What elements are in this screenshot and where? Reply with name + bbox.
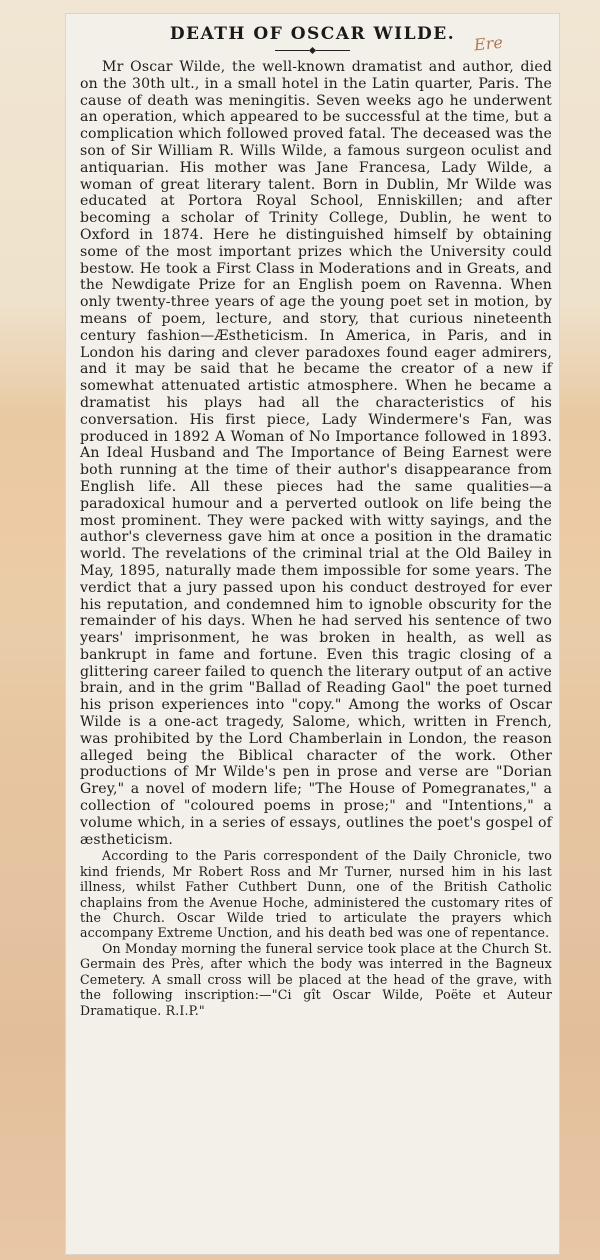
handwritten-annotation: Ere — [473, 32, 504, 55]
headline: DEATH OF OSCAR WILDE. — [169, 24, 456, 44]
article-paragraph: According to the Paris correspondent of the Daily Chronicle, two kind friends, Mr Robert Ross and Mr Turner, nursed him in his last illness, whilst Father Cuthbert Dunn, one of the British Catholic chaplains from the Avenue Hoche, administered the customary rites of the Church. Oscar Wilde tried to articulate the prayers which accompany Extreme Unction, and his death bed was one of repentance. — [80, 848, 552, 941]
article-body — [66, 59, 559, 848]
newspaper-clipping — [66, 14, 559, 1254]
article-paragraph: Mr Oscar Wilde, the well-known dramatist and author, died on the 30th ult., in a small hotel in the Latin quarter, Paris. The cause of death was meningitis. Seven weeks ago he underwent an operation, which appeared to be successful at the time, but a complication which followed proved fatal. The deceased was the son of Sir William R. Wills Wilde, a famous surgeon oculist and antiquarian. His mother was Jane Francesa, Lady Wilde, a woman of great literary talent. Born in Dublin, Mr Wilde was educated at Portora Royal School, Enniskillen; and after becoming a scholar of Trinity College, Dublin, he went to Oxford in 1874. Here he distinguished himself by obtaining some of the most important prizes which the University could bestow. He took a First Class in Moderations and in Greats, and the Newdigate Prize for an English poem on Ravenna. When only twenty-three years of age the young poet set in motion, by means of poem, lecture, and story, that curious nineteenth century fashion—Æstheticism. In America, in Paris, and in London his daring and clever paradoxes found eager admirers, and it may be said that he became the creator of a new if somewhat attenuated artistic atmosphere. When he became a dramatist his plays had all the characteristics of his conversation. His first piece, Lady Windermere's Fan, was produced in 1892 A Woman of No Importance followed in 1893. An Ideal Husband and The Importance of Being Earnest were both running at the time of their author's disappearance from English life. All these pieces had the same qualities—a paradoxical humour and a perverted outlook on life being the most prominent. They were packed with witty sayings, and the author's cleverness gave him at once a position in the dramatic world. The revelations of the criminal trial at the Old Bailey in May, 1895, naturally made them impossible for some years. The verdict that a jury passed upon his conduct destroyed for ever his reputation, and condemned him to ignoble obscurity for the remainder of his days. When he had served his sentence of two years' imprisonment, he was broken in health, as well as bankrupt in fame and fortune. Even this tragic closing of a glittering career failed to quench the literary output of an active brain, and in the grim "Ballad of Reading Gaol" the poet turned his prison experiences into "copy." Among the works of Oscar Wilde is a one-act tragedy, Salome, which, written in French, was prohibited by the Lord Chamberlain in London, the reason alleged being the Biblical character of the work. Other productions of Mr Wilde's pen in prose and verse are "Dorian Grey," a novel of modern life; "The House of Pomegranates," a collection of "coloured poems in prose;" and "Intentions," a volume which, in a series of essays, outlines the poet's gospel of æstheticism. — [80, 59, 552, 848]
article-paragraph: On Monday morning the funeral service took place at the Church St. Germain des Près, after which the body was interred in the Bagneux Cemetery. A small cross will be placed at the head of the grave, with the following inscription:—"Ci gît Oscar Wilde, Poëte et Auteur Dramatique. R.I.P." — [80, 940, 552, 1018]
article-body-continued — [66, 848, 559, 1017]
